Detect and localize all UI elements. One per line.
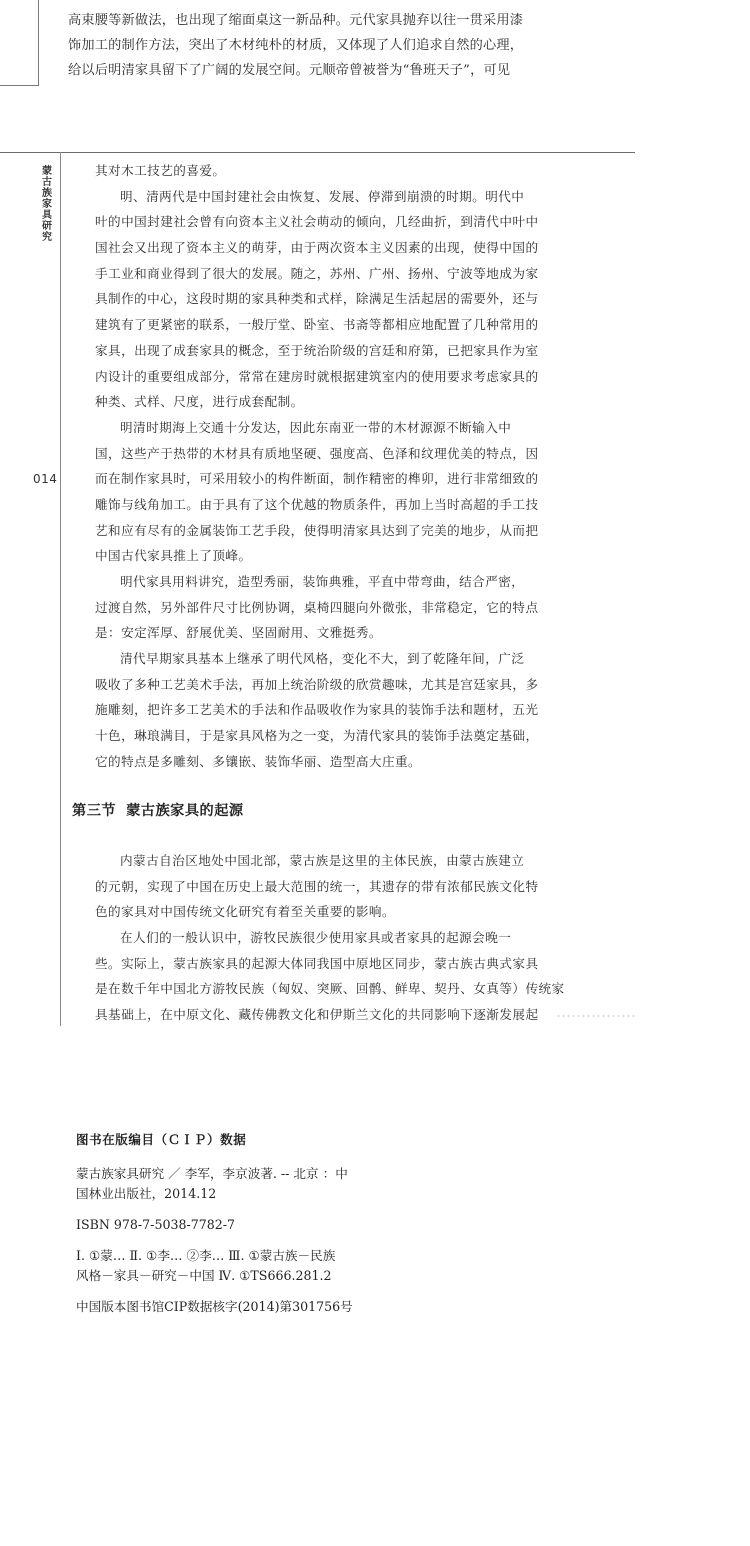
text-line: 明、清两代是中国封建社会由恢复、发展、停滞到崩溃的时期。明代中 bbox=[120, 188, 525, 204]
cip-classification-line: 风格－家具－研究－中国 Ⅳ. ①TS666.281.2 bbox=[76, 1268, 332, 1283]
text-line: 在人们的一般认识中，游牧民族很少使用家具或者家具的起源会晚一 bbox=[120, 930, 512, 946]
margin-rule bbox=[60, 152, 61, 1026]
section-heading bbox=[72, 800, 244, 820]
dotted-edge bbox=[556, 1014, 636, 1018]
text-line: 种类、式样、尺度，进行成套配制。 bbox=[95, 394, 304, 410]
text-line: 内蒙古自治区地处中国北部，蒙古族是这里的主体民族，由蒙古族建立 bbox=[120, 853, 525, 868]
text-line: 具基础上，在中原文化、藏传佛教文化和伊斯兰文化的共同影响下逐渐发展起 bbox=[95, 1007, 539, 1023]
text-line: 其对木工技艺的喜爱。 bbox=[95, 163, 226, 178]
text-line: 是在数千年中国北方游牧民族（匈奴、突厥、回鹘、鲜卑、契丹、女真等）传统家 bbox=[95, 981, 565, 997]
text-line: 中国古代家具推上了顶峰。 bbox=[95, 548, 252, 564]
cip-record-number: 中国版本图书馆CIP数据核字(2014)第301756号 bbox=[76, 1299, 353, 1314]
text-line: 艺和应有尽有的金属装饰工艺手段，使得明清家具达到了完美的地步，从而把 bbox=[95, 522, 539, 538]
text-line: 明代家具用料讲究，造型秀丽，装饰典雅，平直中带弯曲，结合严密， bbox=[120, 574, 525, 589]
text-line: 十色，琳琅满目，于是家具风格为之一变，为清代家具的装饰手法奠定基础， bbox=[95, 728, 539, 744]
text-line: 国社会又出现了资本主义的萌芽，由于两次资本主义因素的出现，使得中国的 bbox=[95, 240, 539, 256]
text-line: 手工业和商业得到了很大的发展。随之，苏州、广州、扬州、宁波等地成为家 bbox=[95, 265, 539, 281]
text-line: 饰加工的制作方法，突出了木材纯朴的材质，又体现了人们追求自然的心理， bbox=[68, 38, 524, 53]
text-line: 过渡自然，另外部件尺寸比例协调，桌椅四腿向外微张，非常稳定，它的特点 bbox=[95, 599, 539, 615]
body-text bbox=[70, 158, 556, 775]
text-line: 明清时期海上交通十分发达，因此东南亚一带的木材源源不断输入中 bbox=[120, 419, 512, 435]
text-line: 而在制作家具时，可采用较小的构件断面，制作精密的榫卯，进行非常细致的 bbox=[95, 471, 539, 487]
text-line: 给以后明清家具留下了广阔的发展空间。元顺帝曾被誉为“鲁班天子”，可见 bbox=[68, 63, 511, 78]
text-line: 国，这些产于热带的木材具有质地坚硬、强度高、色泽和纹理优美的特点，因 bbox=[95, 445, 539, 461]
cip-title: 图书在版编目（ＣＩＰ）数据 bbox=[76, 1132, 247, 1147]
text-line: 内设计的重要组成部分，常常在建房时就根据建筑室内的使用要求考虑家具的 bbox=[95, 368, 539, 384]
text-line: 施雕刻，把许多工艺美术的手法和作品吸收作为家具的装饰手法和题材，五光 bbox=[95, 702, 539, 718]
text-line: 吸收了多种工艺美术手法，再加上统治阶级的欣赏趣味，尤其是宫廷家具，多 bbox=[95, 676, 539, 692]
isbn: ISBN 978-7-5038-7782-7 bbox=[76, 1217, 236, 1232]
text-line: 叶的中国封建社会曾有向资本主义社会萌动的倾向，几经曲折，到清代中叶中 bbox=[95, 214, 539, 230]
section-body-text bbox=[70, 848, 565, 1028]
top-corner-rule bbox=[0, 85, 38, 86]
section-number: 第三节 bbox=[72, 803, 117, 819]
page-number: 014 bbox=[33, 472, 58, 486]
text-line: 它的特点是多雕刻、多镶嵌、装饰华丽、造型高大庄重。 bbox=[95, 753, 422, 769]
cip-entry-line: 国林业出版社，2014.12 bbox=[76, 1186, 217, 1201]
top-margin-rule bbox=[38, 0, 39, 86]
text-line: 清代早期家具基本上继承了明代风格，变化不大，到了乾隆年间，广泛 bbox=[120, 651, 525, 667]
text-line: 具制作的中心，这段时期的家具种类和式样，除满足生活起居的需要外，还与 bbox=[95, 291, 539, 307]
page-top-rule bbox=[0, 152, 635, 153]
text-line: 家具，出现了成套家具的概念，至于统治阶级的宫廷和府第，已把家具作为室 bbox=[95, 342, 539, 358]
text-line: 的元朝，实现了中国在历史上最大范围的统一，其遗存的带有浓郁民族文化特 bbox=[95, 878, 539, 894]
text-line: 是：安定浑厚、舒展优美、坚固耐用、文雅挺秀。 bbox=[95, 625, 382, 641]
text-line: 色的家具对中国传统文化研究有着至关重要的影响。 bbox=[95, 904, 396, 920]
cip-classification-line: Ⅰ. ①蒙… Ⅱ. ①李… ②李… Ⅲ. ①蒙古族－民族 bbox=[76, 1248, 336, 1263]
running-head: 蒙古族家具研究 bbox=[42, 166, 52, 243]
text-line: 些。实际上，蒙古族家具的起源大体同我国中原地区同步，蒙古族古典式家具 bbox=[95, 955, 539, 971]
text-line: 高束腰等新做法，也出现了缩面桌这一新品种。元代家具抛弃以往一贯采用漆 bbox=[68, 13, 524, 28]
text-line: 雕饰与线角加工。由于具有了这个优越的物质条件，再加上当时高超的手工技 bbox=[95, 496, 539, 512]
previous-page-fragment bbox=[68, 8, 530, 83]
cip-data-block bbox=[76, 1130, 496, 1317]
section-title: 蒙古族家具的起源 bbox=[126, 803, 244, 819]
cip-entry-line: 蒙古族家具研究 ／ 李军，李京波著. -- 北京 ：中 bbox=[76, 1166, 348, 1181]
text-line: 建筑有了更紧密的联系，一般厅堂、卧室、书斋等都相应地配置了几种常用的 bbox=[95, 317, 539, 333]
